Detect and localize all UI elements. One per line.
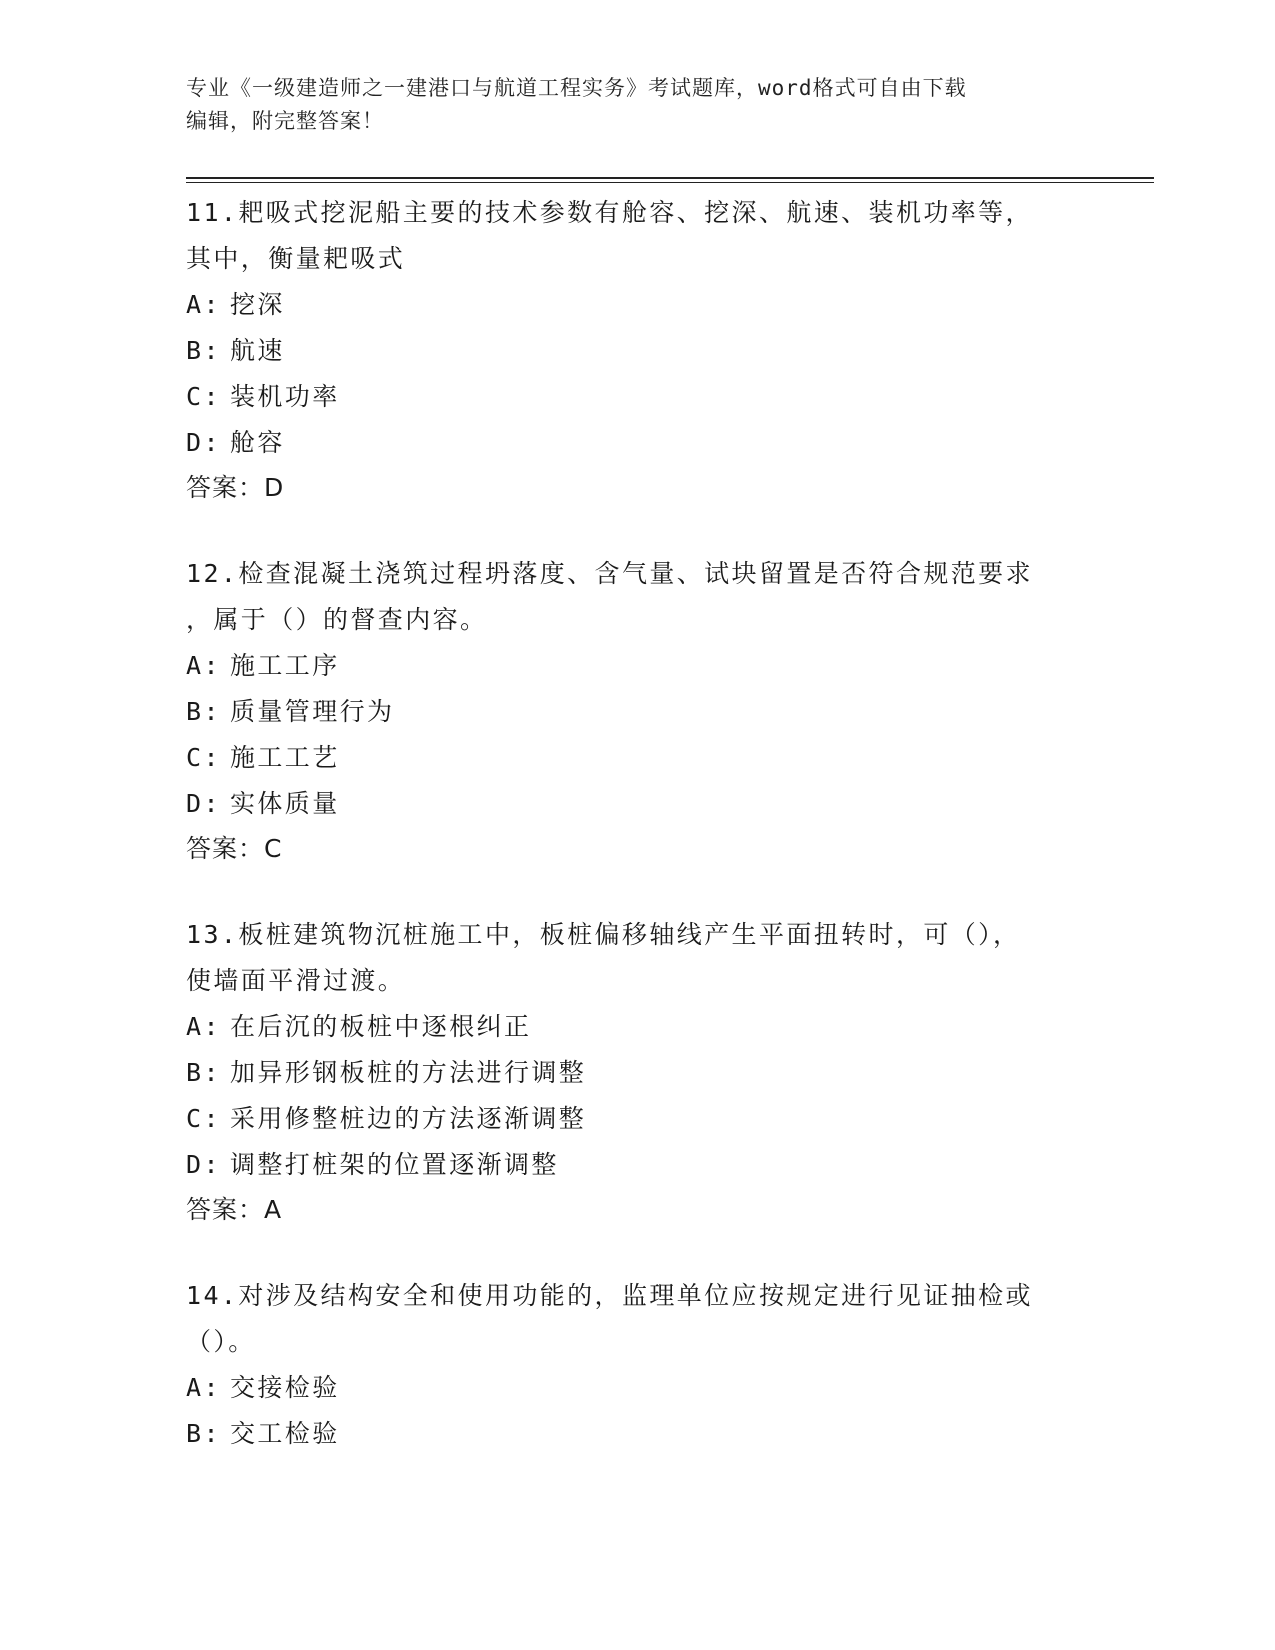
option-letter: A: xyxy=(186,1012,221,1041)
option-text: 挖深 xyxy=(230,290,285,319)
option-text: 质量管理行为 xyxy=(230,697,395,726)
option-text: 在后沉的板桩中逐根纠正 xyxy=(230,1012,532,1041)
header-divider-thin xyxy=(186,182,1154,183)
header-divider-thick xyxy=(186,177,1154,179)
option-text: 交工检验 xyxy=(230,1419,340,1448)
option-letter: C: xyxy=(186,743,221,772)
option-letter: A: xyxy=(186,290,221,319)
option-a xyxy=(186,1004,1086,1050)
header-line-1: 专业《一级建造师之一建港口与航道工程实务》考试题库，word格式可自由下载 xyxy=(186,76,967,100)
document-header xyxy=(186,72,1086,138)
option-d xyxy=(186,1142,1086,1188)
question-stem-line: ，属于（）的督查内容。 xyxy=(186,605,488,634)
question-stem xyxy=(186,912,1086,1004)
option-b xyxy=(186,1050,1086,1096)
option-letter: D: xyxy=(186,789,221,818)
option-c xyxy=(186,374,1086,420)
option-letter: B: xyxy=(186,1058,221,1087)
question-stem xyxy=(186,551,1086,643)
question-stem xyxy=(186,1273,1086,1365)
question-stem xyxy=(186,190,1086,282)
question-stem-line: 其中，衡量耙吸式 xyxy=(186,244,406,273)
question-list xyxy=(186,190,1086,1498)
answer-line: 答案：C xyxy=(186,834,283,863)
option-letter: D: xyxy=(186,1150,221,1179)
option-text: 舱容 xyxy=(230,428,285,457)
option-text: 采用修整桩边的方法逐渐调整 xyxy=(230,1104,587,1133)
option-b xyxy=(186,1411,1086,1457)
option-text: 施工工序 xyxy=(230,651,340,680)
option-c xyxy=(186,735,1086,781)
option-text: 装机功率 xyxy=(230,382,340,411)
option-letter: C: xyxy=(186,382,221,411)
question-stem-line: 11.耙吸式挖泥船主要的技术参数有舱容、挖深、航速、装机功率等， xyxy=(186,198,1033,227)
question-stem-line: （）。 xyxy=(186,1327,256,1356)
answer-line: 答案：A xyxy=(186,1195,283,1224)
question-stem-line: 13.板桩建筑物沉桩施工中，板桩偏移轴线产生平面扭转时，可（）， xyxy=(186,920,1021,949)
option-letter: A: xyxy=(186,651,221,680)
option-text: 加异形钢板桩的方法进行调整 xyxy=(230,1058,587,1087)
question-12 xyxy=(186,551,1086,871)
question-stem-line: 使墙面平滑过渡。 xyxy=(186,966,406,995)
option-a xyxy=(186,643,1086,689)
option-d xyxy=(186,781,1086,827)
option-b xyxy=(186,328,1086,374)
option-a xyxy=(186,282,1086,328)
question-11 xyxy=(186,190,1086,510)
option-text: 航速 xyxy=(230,336,285,365)
option-d xyxy=(186,420,1086,466)
option-text: 交接检验 xyxy=(230,1373,340,1402)
question-13 xyxy=(186,912,1086,1232)
answer-line: 答案：D xyxy=(186,473,285,502)
option-text: 调整打桩架的位置逐渐调整 xyxy=(230,1150,559,1179)
option-letter: C: xyxy=(186,1104,221,1133)
option-letter: B: xyxy=(186,697,221,726)
option-letter: B: xyxy=(186,1419,221,1448)
option-letter: B: xyxy=(186,336,221,365)
question-14 xyxy=(186,1273,1086,1457)
option-text: 施工工艺 xyxy=(230,743,340,772)
option-letter: A: xyxy=(186,1373,221,1402)
question-stem-line: 12.检查混凝土浇筑过程坍落度、含气量、试块留置是否符合规范要求 xyxy=(186,559,1033,588)
header-line-2: 编辑，附完整答案！ xyxy=(186,109,384,133)
option-b xyxy=(186,689,1086,735)
option-letter: D: xyxy=(186,428,221,457)
option-c xyxy=(186,1096,1086,1142)
option-text: 实体质量 xyxy=(230,789,340,818)
question-stem-line: 14.对涉及结构安全和使用功能的，监理单位应按规定进行见证抽检或 xyxy=(186,1281,1033,1310)
option-a xyxy=(186,1365,1086,1411)
